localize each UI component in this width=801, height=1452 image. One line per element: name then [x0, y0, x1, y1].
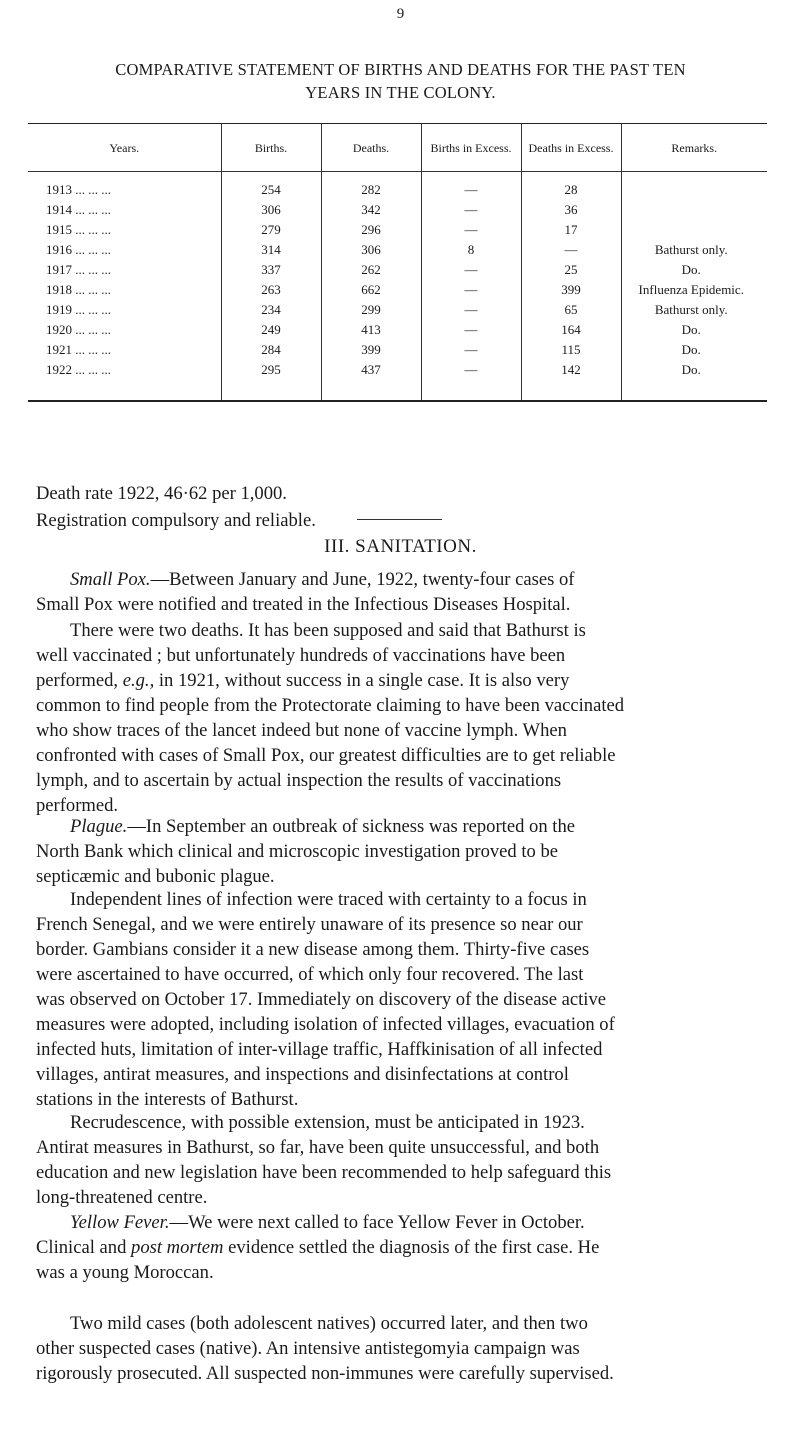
- table-row: [28, 320, 767, 340]
- paragraph-line: border. Gambians consider it a new disease among them. Thirty-five cases: [36, 939, 590, 960]
- row-deaths-excess: 65: [521, 300, 621, 320]
- registration-note: Registration compulsory and reliable.: [36, 510, 316, 531]
- row-births-excess: —: [421, 360, 521, 401]
- row-year: 1916 ... ... ...: [28, 240, 221, 260]
- yellow-fever-label: Yellow Fever.: [70, 1212, 170, 1233]
- header-deaths: Deaths.: [321, 124, 421, 172]
- table-row: [28, 360, 767, 401]
- row-remarks: Influenza Epidemic.: [638, 282, 744, 297]
- row-year: 1918 ... ... ...: [28, 280, 221, 300]
- text-run: performed,: [36, 670, 123, 691]
- table-row: [28, 220, 767, 240]
- table-row: [28, 172, 767, 201]
- paragraph-line: infected huts, limitation of inter-village traffic, Haffkinisation of all infected: [36, 1039, 603, 1060]
- row-deaths-excess: 164: [521, 320, 621, 340]
- row-year: 1917 ... ... ...: [28, 260, 221, 280]
- row-births: 263: [221, 280, 321, 300]
- row-births: 254: [221, 172, 321, 201]
- row-births-excess: —: [421, 200, 521, 220]
- row-births: 306: [221, 200, 321, 220]
- paragraph-line: long-threatened centre.: [36, 1187, 208, 1208]
- row-births-excess: —: [421, 320, 521, 340]
- row-births-excess: —: [421, 172, 521, 201]
- paragraph-line: Antirat measures in Bathurst, so far, have been quite unsuccessful, and both: [36, 1137, 600, 1158]
- text-run: evidence settled the diagnosis of the first case. He: [223, 1237, 600, 1258]
- paragraph-line: [36, 668, 772, 693]
- header-births-in-excess: Births in Excess.: [421, 124, 521, 172]
- paragraph-line: were ascertained to have occurred, of which only four recovered. The last: [36, 964, 584, 985]
- row-remarks: Do.: [681, 362, 701, 377]
- row-deaths: 437: [321, 360, 421, 401]
- row-deaths-excess: 115: [521, 340, 621, 360]
- row-births-excess: —: [421, 340, 521, 360]
- row-births-excess: 8: [421, 240, 521, 260]
- row-births-excess: —: [421, 220, 521, 240]
- vaccination-paragraph: [36, 618, 772, 818]
- table-row: [28, 200, 767, 220]
- table-title-line: COMPARATIVE STATEMENT OF BIRTHS AND DEATHS FOR THE PAST TEN: [115, 60, 686, 79]
- row-year: 1914 ... ... ...: [28, 200, 221, 220]
- paragraph-line: North Bank which clinical and microscopic investigation proved to be: [36, 841, 559, 862]
- row-deaths: 282: [321, 172, 421, 201]
- row-deaths-excess: 36: [521, 200, 621, 220]
- paragraph-line: Recrudescence, with possible extension, must be anticipated in 1923.: [70, 1112, 585, 1133]
- death-rate: Death rate 1922, 46·62 per 1,000.: [36, 483, 287, 504]
- header-deaths-in-excess: Deaths in Excess.: [521, 124, 621, 172]
- row-deaths-excess: 28: [521, 172, 621, 201]
- row-deaths: 306: [321, 240, 421, 260]
- row-deaths-excess: 25: [521, 260, 621, 280]
- row-births: 284: [221, 340, 321, 360]
- mild-cases-paragraph: [36, 1311, 772, 1386]
- table-row: [28, 280, 767, 300]
- row-remarks: Do.: [681, 322, 701, 337]
- paragraph-line: common to find people from the Protectorate claiming to have been vaccinated: [36, 695, 625, 716]
- paragraph-line: was a young Moroccan.: [36, 1262, 214, 1283]
- section-divider: [357, 519, 442, 520]
- row-year: 1919 ... ... ...: [28, 300, 221, 320]
- row-remarks: Do.: [681, 342, 701, 357]
- row-year: 1921 ... ... ...: [28, 340, 221, 360]
- header-births: Births.: [221, 124, 321, 172]
- recrudescence-paragraph: [36, 1110, 772, 1210]
- table-header-row: [28, 124, 767, 172]
- paragraph-line: well vaccinated ; but unfortunately hundreds of vaccinations have been: [36, 645, 566, 666]
- row-deaths-excess: 399: [521, 280, 621, 300]
- paragraph-line: measures were adopted, including isolation of infected villages, evacuation of: [36, 1014, 615, 1035]
- row-year: 1920 ... ... ...: [28, 320, 221, 340]
- header-remarks: Remarks.: [621, 124, 767, 172]
- text-run: in 1921, without success in a single case. It is also very: [154, 670, 570, 691]
- paragraph-line: education and new legislation have been recommended to help safeguard this: [36, 1162, 612, 1183]
- header-years: Years.: [28, 124, 221, 172]
- paragraph-line: villages, antirat measures, and inspections and disinfectations at control: [36, 1064, 569, 1085]
- yellow-fever-paragraph: [36, 1210, 772, 1285]
- row-deaths-excess: —: [521, 240, 621, 260]
- row-year: 1922 ... ... ...: [28, 360, 221, 401]
- row-remarks: Do.: [681, 262, 701, 277]
- row-births: 295: [221, 360, 321, 401]
- paragraph-line: French Senegal, and we were entirely unaware of its presence so near our: [36, 914, 583, 935]
- table-row: [28, 260, 767, 280]
- table-row: [28, 240, 767, 260]
- row-remarks: [621, 220, 767, 240]
- row-deaths: 296: [321, 220, 421, 240]
- paragraph-line: [36, 1235, 772, 1260]
- plague-paragraph: [36, 814, 772, 889]
- paragraph-line: [36, 567, 772, 592]
- row-deaths-excess: 17: [521, 220, 621, 240]
- section-heading: III. SANITATION.: [324, 536, 477, 557]
- births-deaths-table-container: [28, 123, 767, 402]
- paragraph-line: confronted with cases of Small Pox, our greatest difficulties are to get reliable: [36, 745, 616, 766]
- row-deaths: 299: [321, 300, 421, 320]
- row-deaths: 662: [321, 280, 421, 300]
- plague-lead: —In September an outbreak of sickness was reported on the: [127, 816, 575, 837]
- row-remarks: Bathurst only.: [654, 302, 728, 317]
- row-deaths: 399: [321, 340, 421, 360]
- post-mortem-term: post mortem: [131, 1237, 224, 1258]
- row-remarks: [621, 200, 767, 220]
- paragraph-line: stations in the interests of Bathurst.: [36, 1089, 299, 1110]
- row-year: 1913 ... ... ...: [28, 172, 221, 201]
- paragraph-line: Two mild cases (both adolescent natives) occurred later, and then two: [70, 1313, 588, 1334]
- table-row: [28, 340, 767, 360]
- row-deaths: 262: [321, 260, 421, 280]
- table-title-line: YEARS IN THE COLONY.: [305, 83, 496, 102]
- row-year: 1915 ... ... ...: [28, 220, 221, 240]
- paragraph-line: rigorously prosecuted. All suspected non-immunes were carefully supervised.: [36, 1363, 614, 1384]
- paragraph-line: There were two deaths. It has been supposed and said that Bathurst is: [70, 620, 586, 641]
- table-body: [28, 172, 767, 402]
- row-remarks: [621, 172, 767, 201]
- paragraph-line: [36, 814, 772, 839]
- row-births: 314: [221, 240, 321, 260]
- text-run: Clinical and: [36, 1237, 132, 1258]
- paragraph-line: Small Pox were notified and treated in the Infectious Diseases Hospital.: [36, 594, 571, 615]
- row-births: 279: [221, 220, 321, 240]
- plague-label: Plague.: [70, 816, 128, 837]
- table-title: [24, 58, 777, 104]
- yellow-fever-lead: —We were next called to face Yellow Fever in October.: [169, 1212, 585, 1233]
- paragraph-line: Independent lines of infection were traced with certainty to a focus in: [70, 889, 587, 910]
- row-deaths-excess: 142: [521, 360, 621, 401]
- row-births: 249: [221, 320, 321, 340]
- small-pox-label: Small Pox.: [70, 569, 151, 590]
- page-number: 9: [396, 6, 405, 22]
- paragraph-line: who show traces of the lancet indeed but none of vaccine lymph. When: [36, 720, 567, 741]
- infection-paragraph: [36, 887, 772, 1112]
- small-pox-lead: —Between January and June, 1922, twenty-four cases of: [150, 569, 575, 590]
- paragraph-line: performed.: [36, 795, 119, 816]
- paragraph-line: [36, 1210, 772, 1235]
- row-births-excess: —: [421, 280, 521, 300]
- row-births: 234: [221, 300, 321, 320]
- row-remarks: Bathurst only.: [654, 242, 728, 257]
- row-births-excess: —: [421, 300, 521, 320]
- paragraph-line: was observed on October 17. Immediately on discovery of the disease active: [36, 989, 607, 1010]
- row-births-excess: —: [421, 260, 521, 280]
- row-deaths: 413: [321, 320, 421, 340]
- births-deaths-table: [28, 123, 767, 402]
- eg-abbreviation: e.g.,: [122, 670, 155, 691]
- paragraph-line: septicæmic and bubonic plague.: [36, 866, 275, 887]
- small-pox-paragraph: [36, 567, 772, 617]
- paragraph-line: other suspected cases (native). An intensive antistegomyia campaign was: [36, 1338, 580, 1359]
- row-births: 337: [221, 260, 321, 280]
- row-deaths: 342: [321, 200, 421, 220]
- table-row: [28, 300, 767, 320]
- paragraph-line: lymph, and to ascertain by actual inspection the results of vaccinations: [36, 770, 562, 791]
